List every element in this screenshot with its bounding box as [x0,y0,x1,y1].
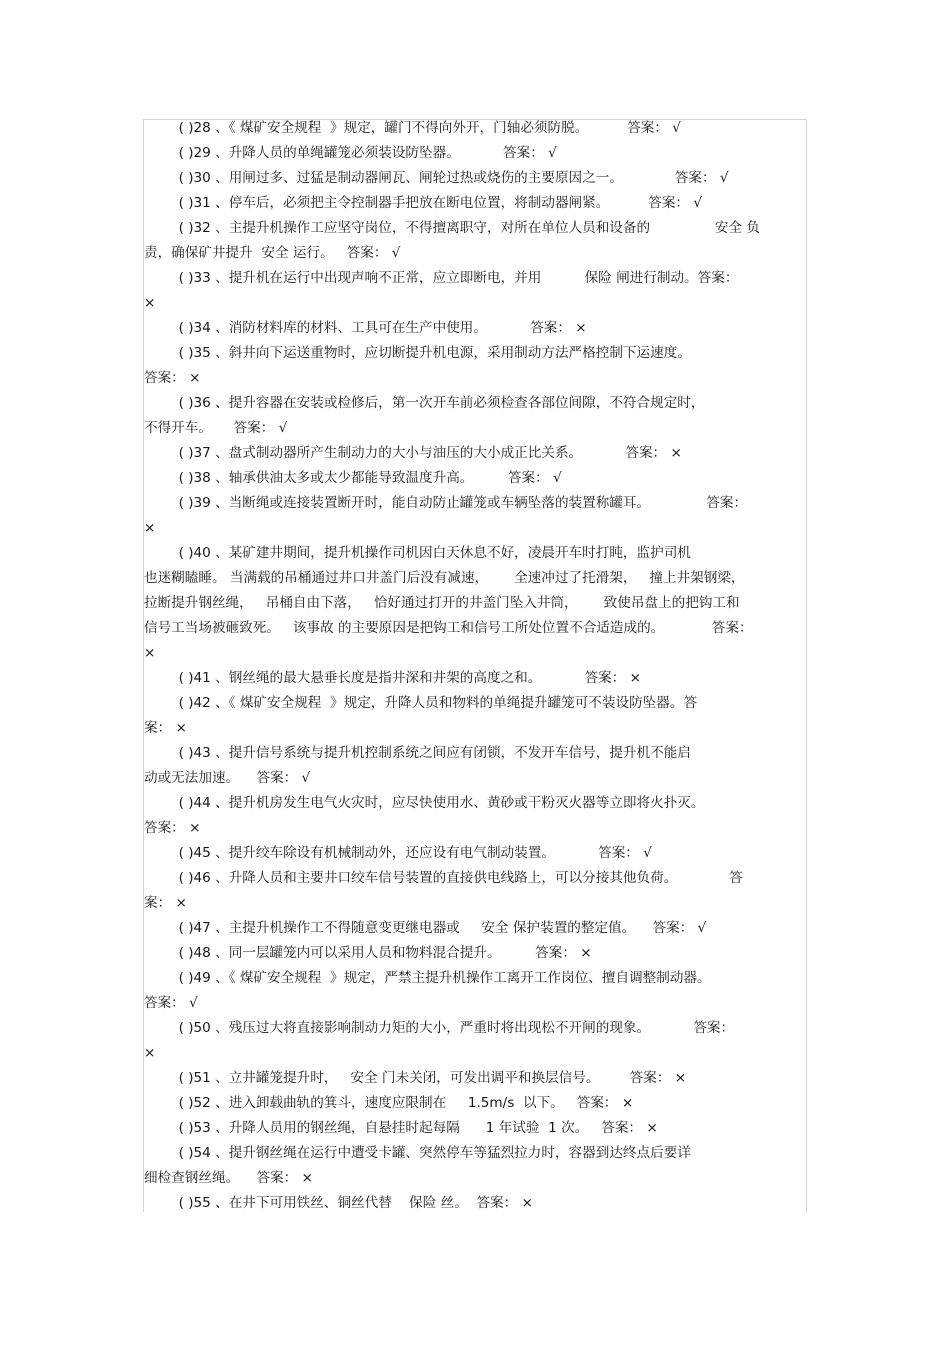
text-line: ( )32 、主提升机操作工应坚守岗位，不得擅离职守，对所在单位人员和设备的 安全 负 [144,220,761,236]
text-line: 拉断提升钢丝绳， 吊桶自由下落， 恰好通过打开的井盖门坠入井筒， 致使吊盘上的把钩工和 [144,595,740,611]
text-line: 案： × [144,720,187,736]
text-line: 答案： × [144,370,201,386]
text-line: ( )28 、《 煤矿安全规程 》规定，罐门不得向外开，门轴必须防脱。 答案： √ [144,120,681,136]
text-line: 也迷糊瞌睡。 当满载的吊桶通过井口井盖门后没有减速， 全速冲过了托滑架， 撞上井架钢梁， [144,570,745,586]
text-line: ( )30 、用闸过多、过猛是制动器闸瓦、闸轮过热或烧伤的主要原因之一。 答案： √ [144,170,729,186]
text-line: ( )51 、立井罐笼提升时， 安全 门未关闭，可发出调平和换层信号。 答案： × [144,1070,687,1086]
text-line: 答案： √ [144,995,198,1011]
text-line: ( )44 、提升机房发生电气火灾时，应尽快使用水、黄砂或干粉灭火器等立即将火扑灭。 [144,795,705,811]
text-line: ( )50 、残压过大将直接影响制动力矩的大小，严重时将出现松不开闸的现象。 答案： [144,1020,735,1036]
text-line: ( )52 、进入卸载曲轨的箕斗，速度应限制在 1.5m/s 以下。 答案： × [144,1095,634,1111]
text-line: ( )33 、提升机在运行中出现声响不正常，应立即断电，并用 保险 闸进行制动。答案： [144,270,739,286]
text-line: ( )31 、停车后，必须把主令控制器手把放在断电位置，将制动器闸紧。 答案： √ [144,195,702,211]
text-line: × [144,520,156,536]
text-line: ( )42 、《 煤矿安全规程 》规定，升降人员和物料的单绳提升罐笼可不装设防坠器。答 [144,695,698,711]
text-line: ( )53 、升降人员用的钢丝绳，自悬挂时起每隔 1 年试验 1 次。 答案： × [144,1120,658,1136]
text-line: ( )41 、钢丝绳的最大悬垂长度是指井深和井架的高度之和。 答案： × [144,670,642,686]
text-line: ( )55 、在井下可用铁丝、铜丝代替 保险 丝。 答案： × [144,1195,533,1211]
text-line: ( )47 、主提升机操作工不得随意变更继电器或 安全 保护装置的整定值。 答案： √ [144,920,707,936]
text-line: × [144,645,156,661]
text-line: 细检查钢丝绳。 答案： × [144,1170,313,1186]
text-line: ( )39 、当断绳或连接装置断开时，能自动防止罐笼或车辆坠落的装置称罐耳。 答案： [144,495,748,511]
text-line: 责，确保矿井提升 安全 运行。 答案： √ [144,245,401,261]
text-line: 信号工当场被砸致死。 该事故 的主要原因是把钩工和信号工所处位置不合适造成的。 答案： [144,620,753,636]
text-line: 案： × [144,895,187,911]
text-line: ( )38 、轴承供油太多或太少都能导致温度升高。 答案： √ [144,470,562,486]
text-line: ( )54 、提升钢丝绳在运行中遭受卡罐、突然停车等猛烈拉力时，容器到达终点后要详 [144,1145,691,1161]
text-line: × [144,295,156,311]
text-line: 答案： × [144,820,201,836]
text-line: ( )34 、消防材料库的材料、工具可在生产中使用。 答案： × [144,320,587,336]
text-line: ( )43 、提升信号系统与提升机控制系统之间应有闭锁，不发开车信号，提升机不能启 [144,745,691,761]
text-line: ( )45 、提升绞车除设有机械制动外，还应设有电气制动装置。 答案： √ [144,845,652,861]
text-line: ( )48 、同一层罐笼内可以采用人员和物料混合提升。 答案： × [144,945,592,961]
text-line: ( )36 、提升容器在安装或检修后，第一次开车前必须检查各部位间隙，不符合规定时， [144,395,705,411]
text-line: ( )46 、升降人员和主要井口绞车信号装置的直接供电线路上，可以分接其他负荷。 答 [144,870,743,886]
text-line: ( )29 、升降人员的单绳罐笼必须装设防坠器。 答案： √ [144,145,557,161]
text-line: × [144,1045,156,1061]
text-line: ( )35 、斜井向下运送重物时，应切断提升机电源，采用制动方法严格控制下运速度。 [144,345,691,361]
page-border-right [806,119,807,1212]
text-line: ( )37 、盘式制动器所产生制动力的大小与油压的大小成正比关系。 答案： × [144,445,682,461]
text-line: ( )40 、某矿建井期间，提升机操作司机因白天休息不好，凌晨开车时打盹，监护司机 [144,545,691,561]
text-line: ( )49 、《 煤矿安全规程 》规定，严禁主提升机操作工离开工作岗位、擅自调整制动器。 [144,970,711,986]
text-line: 不得开车。 答案： √ [144,420,288,436]
text-line: 动或无法加速。 答案： √ [144,770,311,786]
